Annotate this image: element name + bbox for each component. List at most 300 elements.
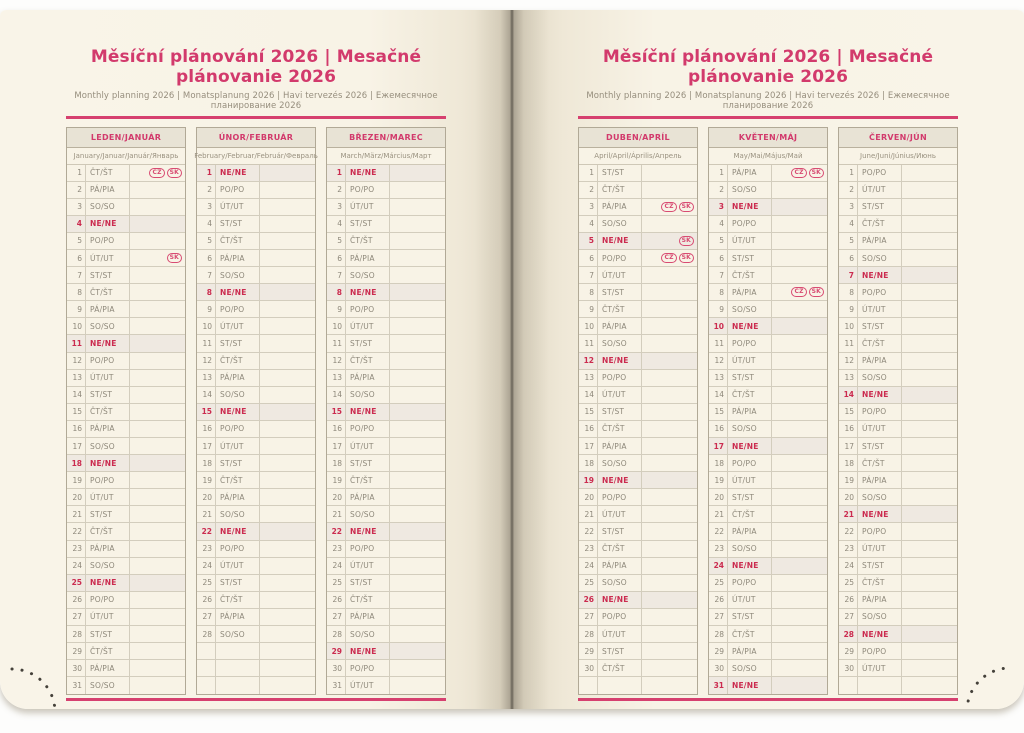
day-abbrev: ST/ST [598,165,642,181]
day-note-space [642,404,697,420]
day-abbrev: PÁ/PIA [598,318,642,334]
day-row [327,660,445,677]
day-abbrev: ÚT/UT [86,609,130,625]
day-abbrev: ČT/ŠT [86,523,130,539]
day-number: 31 [67,677,86,694]
day-abbrev: ČT/ŠT [598,660,642,676]
day-number: 8 [67,284,86,300]
day-abbrev: ST/ST [216,575,260,591]
day-note-space [390,267,445,283]
day-note-space [642,421,697,437]
day-number: 28 [327,626,346,642]
day-note-space [260,301,315,317]
day-abbrev: PO/PO [598,250,642,266]
day-row [327,609,445,626]
day-abbrev: ČT/ŠT [598,182,642,198]
day-row [709,216,827,233]
day-abbrev: PO/PO [858,165,902,181]
day-abbrev: SO/SO [86,318,130,334]
day-note-space [260,558,315,574]
day-number: 7 [839,267,858,283]
day-number: 11 [579,335,598,351]
day-number: 25 [579,575,598,591]
day-note-space [390,370,445,386]
day-row [197,592,315,609]
day-number: 26 [579,592,598,608]
day-row [579,472,697,489]
months-row-right [578,127,958,696]
day-note-space [130,489,185,505]
day-abbrev: PO/PO [598,370,642,386]
day-number: 30 [839,660,858,676]
day-row [197,404,315,421]
day-note-space [772,165,827,181]
month-table-january [66,127,186,696]
day-note-space [772,284,827,300]
day-number: 19 [327,472,346,488]
day-note-space [642,199,697,215]
day-note-space [772,250,827,266]
day-note-space [260,455,315,471]
day-abbrev: ČT/ŠT [346,353,390,369]
day-row [579,506,697,523]
day-note-space [130,182,185,198]
day-row [67,421,185,438]
day-note-space [772,472,827,488]
day-note-space [772,677,827,694]
day-abbrev: SO/SO [346,506,390,522]
day-number: 3 [709,199,728,215]
header-rule [66,116,446,119]
day-row [197,165,315,182]
day-note-space [902,541,957,557]
day-note-space [130,472,185,488]
day-number: 13 [327,370,346,386]
day-abbrev: PO/PO [216,301,260,317]
day-abbrev: PÁ/PIA [728,284,772,300]
day-abbrev: ÚT/UT [86,489,130,505]
day-row [579,541,697,558]
day-number: 8 [839,284,858,300]
day-number: 25 [197,575,216,591]
day-abbrev: ÚT/UT [728,472,772,488]
day-row [709,438,827,455]
day-abbrev: PÁ/PIA [346,370,390,386]
day-note-space [260,541,315,557]
day-abbrev: SO/SO [728,660,772,676]
month-name: BŘEZEN/MAREC [327,128,445,148]
day-row [579,489,697,506]
day-abbrev: PO/PO [858,404,902,420]
day-note-space [260,677,315,694]
day-note-space [772,506,827,522]
day-abbrev: PO/PO [86,592,130,608]
day-number: 12 [197,353,216,369]
day-abbrev: PO/PO [216,541,260,557]
day-abbrev: PÁ/PIA [728,643,772,659]
day-abbrev: PÁ/PIA [86,182,130,198]
day-note-space [390,318,445,334]
day-abbrev: PÁ/PIA [346,489,390,505]
day-abbrev: ČT/ŠT [346,472,390,488]
day-row [579,165,697,182]
day-number: 2 [327,182,346,198]
day-number: 4 [579,216,598,232]
day-row [327,643,445,660]
day-note-space [902,165,957,181]
day-number: 3 [197,199,216,215]
month-subtitle: May/Mai/Május/Май [709,148,827,165]
day-abbrev [858,677,902,694]
day-abbrev: NE/NE [728,199,772,215]
day-abbrev: PÁ/PIA [86,301,130,317]
day-abbrev: PO/PO [858,643,902,659]
day-number: 7 [709,267,728,283]
day-row [197,677,315,694]
day-row [709,301,827,318]
day-abbrev: PÁ/PIA [858,353,902,369]
day-abbrev: SO/SO [728,541,772,557]
day-abbrev: ST/ST [86,387,130,403]
day-abbrev: ČT/ŠT [858,455,902,471]
day-note-space [260,267,315,283]
day-number: 14 [579,387,598,403]
day-row [67,199,185,216]
day-row [197,541,315,558]
day-row [839,472,957,489]
day-note-space [772,541,827,557]
day-number: 15 [839,404,858,420]
day-number: 18 [327,455,346,471]
day-abbrev: ČT/ŠT [346,233,390,249]
day-number: 23 [67,541,86,557]
day-row [327,541,445,558]
day-note-space [390,472,445,488]
day-abbrev: SO/SO [86,199,130,215]
day-abbrev: NE/NE [346,523,390,539]
day-row [709,677,827,694]
day-row [197,609,315,626]
day-row [709,387,827,404]
day-abbrev: NE/NE [728,677,772,694]
day-row [579,626,697,643]
day-number: 17 [709,438,728,454]
sk-holiday-badge: SK [679,236,694,246]
day-note-space [902,421,957,437]
day-row [197,199,315,216]
day-number: 13 [67,370,86,386]
day-row [67,592,185,609]
day-number: 14 [709,387,728,403]
day-abbrev: SO/SO [86,558,130,574]
day-note-space [390,455,445,471]
day-row [327,301,445,318]
day-number: 17 [327,438,346,454]
day-row [839,284,957,301]
footer-rule [578,698,958,701]
day-abbrev: SO/SO [858,370,902,386]
day-row [327,250,445,267]
day-note-space [642,558,697,574]
day-row [839,370,957,387]
day-note-space [260,489,315,505]
day-note-space [130,387,185,403]
day-note-space [390,609,445,625]
day-note-space [130,370,185,386]
day-row [709,472,827,489]
day-note-space [130,506,185,522]
day-abbrev: NE/NE [86,455,130,471]
day-number: 19 [709,472,728,488]
day-row [579,404,697,421]
day-number: 5 [327,233,346,249]
day-number: 29 [839,643,858,659]
day-number: 11 [197,335,216,351]
month-subtitle: March/März/Március/Март [327,148,445,165]
day-row [709,523,827,540]
day-number: 12 [579,353,598,369]
day-row [327,233,445,250]
day-number: 22 [327,523,346,539]
day-note-space [130,455,185,471]
day-number: 17 [67,438,86,454]
cz-holiday-badge: CZ [661,202,676,212]
day-note-space [772,609,827,625]
day-note-space [390,592,445,608]
day-number: 12 [839,353,858,369]
day-abbrev: NE/NE [728,318,772,334]
day-number: 6 [579,250,598,266]
day-number: 25 [709,575,728,591]
day-row [67,643,185,660]
day-row [839,233,957,250]
day-note-space [902,660,957,676]
day-abbrev: ST/ST [216,455,260,471]
day-note-space [772,370,827,386]
day-abbrev: ST/ST [858,199,902,215]
day-note-space [390,421,445,437]
day-number: 5 [709,233,728,249]
day-note-space [902,558,957,574]
day-row [709,284,827,301]
day-row [327,182,445,199]
day-note-space [902,216,957,232]
day-row [709,626,827,643]
day-abbrev: ČT/ŠT [216,592,260,608]
day-row [327,489,445,506]
day-note-space [902,575,957,591]
day-abbrev: PO/PO [346,660,390,676]
day-number: 20 [579,489,598,505]
day-note-space [902,233,957,249]
day-number: 21 [67,506,86,522]
day-note-space [772,421,827,437]
day-number: 3 [327,199,346,215]
day-row [579,438,697,455]
day-row [579,558,697,575]
day-row [579,267,697,284]
day-note-space [390,250,445,266]
day-note-space [390,626,445,642]
day-note-space [130,250,185,266]
day-note-space [772,558,827,574]
day-row [67,660,185,677]
day-number: 21 [197,506,216,522]
day-row [197,489,315,506]
day-row [67,489,185,506]
day-row [579,455,697,472]
day-row [709,370,827,387]
day-note-space [130,404,185,420]
day-row [839,609,957,626]
day-row [579,318,697,335]
day-row [709,233,827,250]
day-note-space [642,284,697,300]
day-abbrev: ÚT/UT [216,318,260,334]
day-note-space [130,301,185,317]
day-abbrev: ST/ST [728,489,772,505]
day-row [709,182,827,199]
day-note-space [642,541,697,557]
day-abbrev: ST/ST [598,284,642,300]
day-note-space [772,233,827,249]
day-row [327,472,445,489]
day-number: 13 [579,370,598,386]
day-note-space [260,609,315,625]
day-note-space [902,438,957,454]
day-abbrev: SO/SO [728,182,772,198]
day-number: 21 [327,506,346,522]
day-note-space [902,592,957,608]
day-abbrev: SO/SO [598,575,642,591]
day-note-space [260,421,315,437]
day-number: 27 [327,609,346,625]
day-abbrev: PÁ/PIA [216,489,260,505]
day-number: 23 [579,541,598,557]
day-abbrev: ST/ST [598,643,642,659]
day-number [839,677,858,694]
day-number: 23 [709,541,728,557]
day-abbrev: PO/PO [346,301,390,317]
day-row [327,199,445,216]
day-row [67,626,185,643]
day-number: 1 [67,165,86,181]
day-row [67,267,185,284]
day-abbrev: SO/SO [728,301,772,317]
day-number: 22 [579,523,598,539]
day-number: 27 [839,609,858,625]
day-number: 2 [709,182,728,198]
day-note-space [642,506,697,522]
day-note-space [772,438,827,454]
day-note-space [260,284,315,300]
month-name: ČERVEN/JÚN [839,128,957,148]
day-abbrev: PO/PO [86,233,130,249]
day-row [839,506,957,523]
day-note-space [260,626,315,642]
day-abbrev: PÁ/PIA [346,250,390,266]
month-table-february [196,127,316,696]
day-abbrev: PO/PO [86,472,130,488]
day-abbrev: ÚT/UT [216,438,260,454]
day-note-space [902,335,957,351]
day-note-space [390,335,445,351]
cz-holiday-badge: CZ [149,168,164,178]
page-right [512,10,1024,709]
cz-holiday-badge: CZ [791,287,806,297]
day-number: 8 [197,284,216,300]
day-note-space [642,438,697,454]
day-number: 28 [579,626,598,642]
day-abbrev: PO/PO [86,353,130,369]
day-note-space [902,182,957,198]
day-note-space [390,575,445,591]
day-row [67,455,185,472]
day-note-space [390,284,445,300]
day-abbrev [598,677,642,694]
day-note-space [390,301,445,317]
day-note-space [642,643,697,659]
day-number: 21 [709,506,728,522]
day-row [327,677,445,694]
sk-holiday-badge: SK [167,168,182,178]
day-note-space [902,318,957,334]
day-number: 24 [327,558,346,574]
day-number: 1 [709,165,728,181]
day-abbrev: SO/SO [858,609,902,625]
cz-holiday-badge: CZ [661,253,676,263]
day-row [839,404,957,421]
day-row [709,199,827,216]
day-number: 9 [327,301,346,317]
day-abbrev: NE/NE [216,404,260,420]
day-number: 28 [197,626,216,642]
day-row [709,267,827,284]
day-abbrev: NE/NE [346,404,390,420]
day-row [839,558,957,575]
day-number: 16 [197,421,216,437]
day-note-space [642,165,697,181]
day-number: 20 [709,489,728,505]
day-row [839,301,957,318]
day-note-space [130,233,185,249]
day-abbrev: ÚT/UT [858,182,902,198]
day-row [197,267,315,284]
day-note-space [260,335,315,351]
day-abbrev: ST/ST [346,575,390,591]
day-row [197,626,315,643]
day-abbrev: PO/PO [216,421,260,437]
day-row [67,216,185,233]
month-name: DUBEN/APRÍL [579,128,697,148]
day-abbrev: ÚT/UT [728,592,772,608]
day-row [327,438,445,455]
day-row [579,575,697,592]
day-row [197,335,315,352]
day-row [709,250,827,267]
day-abbrev: PÁ/PIA [598,438,642,454]
day-note-space [390,404,445,420]
day-number: 9 [839,301,858,317]
day-abbrev: ÚT/UT [216,199,260,215]
day-note-space [642,472,697,488]
day-note-space [642,489,697,505]
day-number: 16 [327,421,346,437]
day-row [709,318,827,335]
day-row [327,404,445,421]
day-number: 13 [197,370,216,386]
day-row [709,643,827,660]
